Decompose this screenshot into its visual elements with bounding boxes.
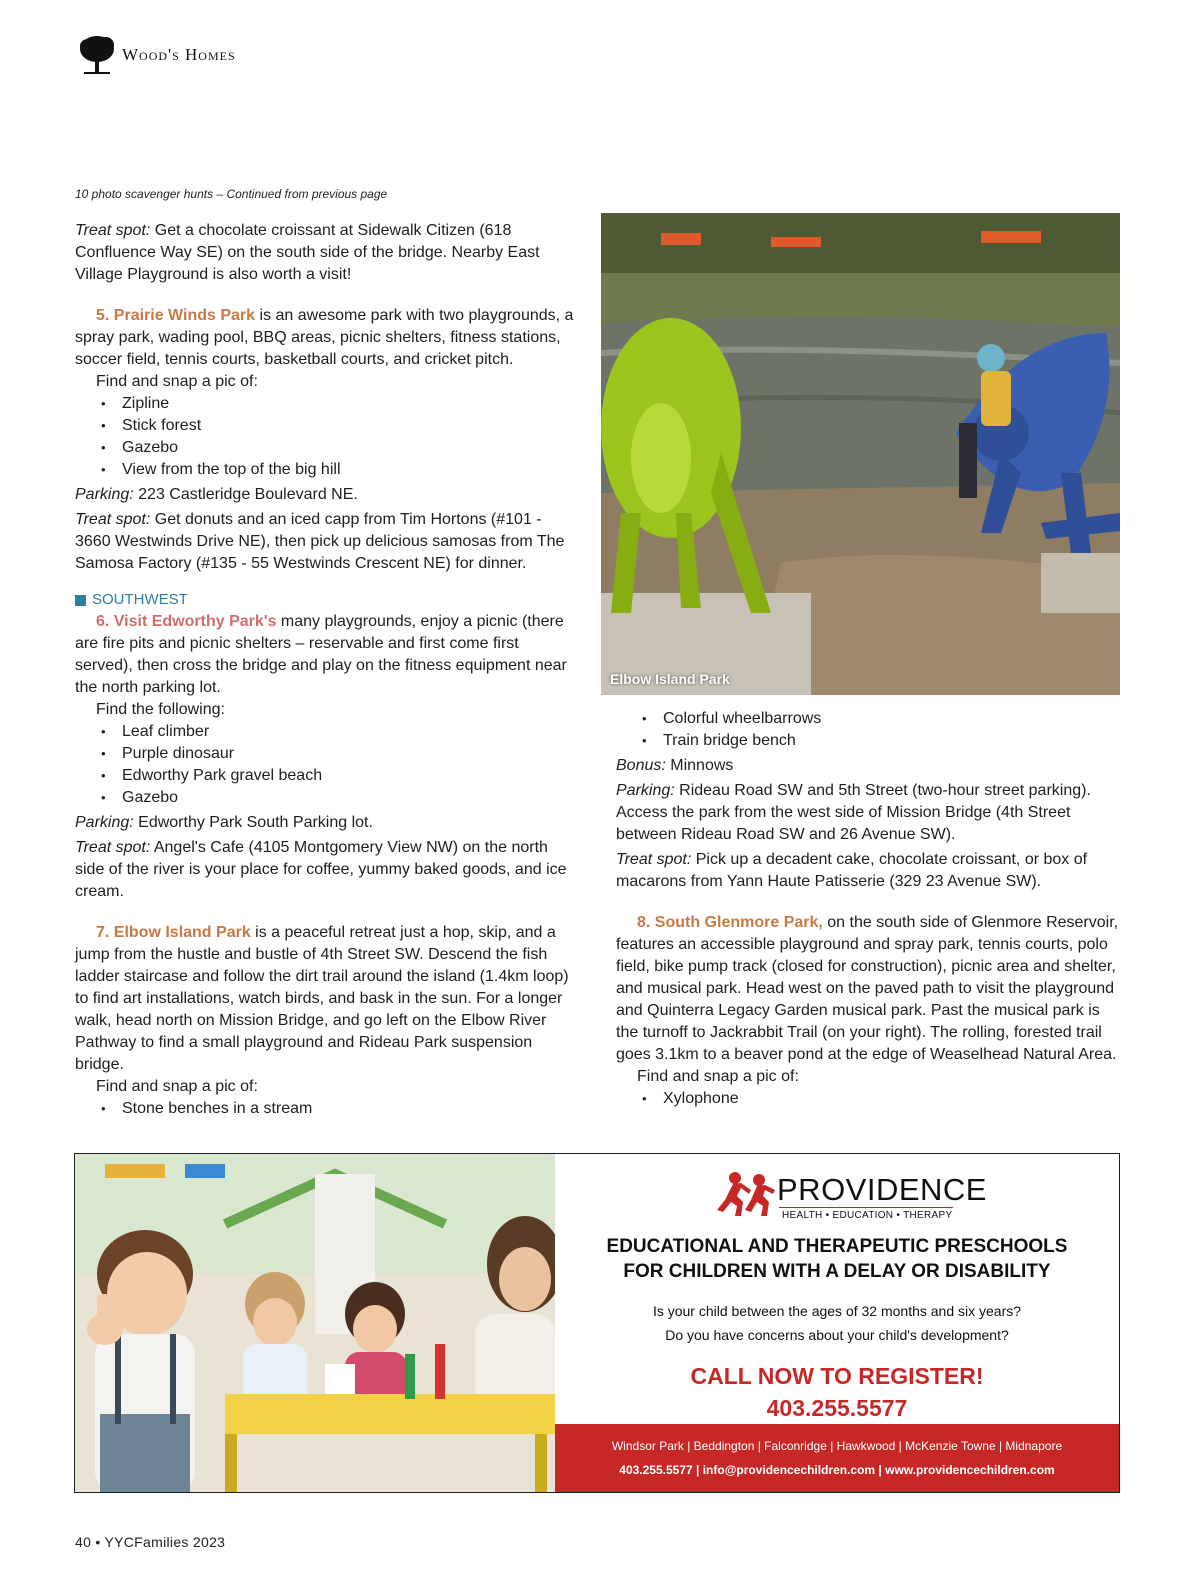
list-item: • Train bridge bench: [642, 730, 1126, 752]
park-5-title: 5. Prairie Winds Park: [96, 307, 256, 324]
tree-icon: [78, 34, 116, 76]
brand-name: Wood's Homes: [122, 45, 236, 64]
ad-phone[interactable]: 403.255.5577: [766, 1395, 908, 1421]
list-item: • Leaf climber: [101, 721, 580, 743]
continued-note: 10 photo scavenger hunts – Continued from previous page: [75, 187, 388, 201]
park-6-intro: 6. Visit Edworthy Park's many playgrounds, enjoy a picnic (there are fire pits and picnic shelters – reservable and first come first served), then cross the bridge and play on the fitness equipment near the north parking lot.: [75, 613, 567, 696]
brand-logo: [78, 34, 236, 76]
park-8-list: [616, 1088, 1126, 1110]
wheelbarrow-sculptures-image: [601, 213, 1120, 695]
park-8-title: 8. South Glenmore Park,: [637, 914, 823, 931]
park-5-parking: Parking: 223 Castleridge Boulevard NE.: [75, 486, 358, 503]
park-7-snap: Find and snap a pic of:: [96, 1078, 258, 1095]
ad-headline: EDUCATIONAL AND THERAPEUTIC PRESCHOOLS FOR CHILDREN WITH A DELAY OR DISABILITY: [606, 1236, 1068, 1282]
logo-underline: [779, 1207, 953, 1208]
park-7-list: [75, 1098, 580, 1120]
list-item: • Colorful wheelbarrows: [642, 708, 1126, 730]
running-children-icon: [715, 1170, 777, 1218]
left-column: [75, 220, 580, 1120]
list-item: • Gazebo: [101, 787, 580, 809]
preschool-children-image: [75, 1154, 555, 1492]
ad-call-to-action: CALL NOW TO REGISTER! 403.255.5577: [555, 1360, 1119, 1424]
ad-questions: Is your child between the ages of 32 months and six years? Do you have concerns about your child's development?: [652, 1303, 1022, 1343]
park-7-parking: Parking: Rideau Road SW and 5th Street (two-hour street parking). Access the park from the west side of Mission Bridge (4th Street between Rideau Road SW and 26 Avenue SW).: [616, 782, 1091, 843]
section-marker-icon: [75, 595, 86, 606]
park-6-title: 6. Visit Edworthy Park's: [96, 613, 277, 630]
providence-ad[interactable]: [74, 1153, 1120, 1493]
park-6-snap: Find the following:: [96, 701, 225, 718]
ad-content: [555, 1154, 1119, 1492]
park-7-title: 7. Elbow Island Park: [96, 924, 251, 941]
park-6-list: [75, 721, 580, 809]
elbow-island-photo: [601, 213, 1120, 695]
providence-brand: PROVIDENCE: [777, 1172, 987, 1207]
park-6-treat: Treat spot: Angel's Cafe (4105 Montgomery View NW) on the north side of the river is your place for coffee, yummy baked goods, and ice cream.: [75, 839, 567, 900]
section-southwest: SOUTHWEST: [75, 589, 580, 611]
list-item: • Zipline: [101, 393, 580, 415]
ad-locations: Windsor Park | Beddington | Falconridge | Hawkwood | McKenzie Towne | Midnapore: [611, 1439, 1063, 1453]
park-8-snap: Find and snap a pic of:: [637, 1068, 799, 1085]
park-5-snap: Find and snap a pic of:: [96, 373, 258, 390]
park-7-treat: Treat spot: Pick up a decadent cake, chocolate croissant, or box of macarons from Yann Haute Patisserie (329 23 Avenue SW).: [616, 851, 1088, 890]
list-item: • Gazebo: [101, 437, 580, 459]
list-item: • View from the top of the big hill: [101, 459, 580, 481]
park-7-bonus: Bonus: Minnows: [616, 757, 734, 774]
park-5-intro: 5. Prairie Winds Park is an awesome park with two playgrounds, a spray park, wading pool, BBQ areas, picnic shelters, fitness stations, soccer field, tennis courts, basketball courts, and cricket pitch.: [75, 307, 574, 368]
ad-contact[interactable]: 403.255.5577 | info@providencechildren.com | www.providencechildren.com: [619, 1463, 1055, 1477]
page-footer: 40 • YYCFamilies 2023: [75, 1534, 226, 1550]
list-item: • Edworthy Park gravel beach: [101, 765, 580, 787]
treat-spot-4: Treat spot: Get a chocolate croissant at Sidewalk Citizen (618 Confluence Way SE) on the south side of the bridge. Nearby East Village Playground is also worth a visit!: [75, 222, 540, 283]
ad-contact-bar: [555, 1424, 1119, 1492]
ad-photo: [75, 1154, 555, 1492]
park-5-treat: Treat spot: Get donuts and an iced capp from Tim Hortons (#101 - 3660 Westwinds Drive NE), then pick up delicious samosas from The Samosa Factory (#135 - 55 Westwinds Crescent NE) for dinner.: [75, 511, 565, 572]
photo-caption: Elbow Island Park: [610, 671, 730, 687]
park-7-list-continued: [616, 708, 1126, 752]
providence-logo: [715, 1170, 987, 1221]
park-8-intro: 8. South Glenmore Park, on the south side of Glenmore Reservoir, features an accessible playground and spray park, tennis courts, polo field, bike pump track (closed for construction), picnic area and shelter, and musical park. Head west on the paved path to visit the playground and Quinterra Legacy Garden musical park. Past the musical park is the turnoff to Jackrabbit Trail (on your right). The rolling, forested trail goes 3.1km to a beaver pond at the edge of Weaselhead Natural Area.: [616, 914, 1119, 1063]
list-item: • Purple dinosaur: [101, 743, 580, 765]
list-item: • Stick forest: [101, 415, 580, 437]
list-item: • Stone benches in a stream: [101, 1098, 580, 1120]
park-7-intro: 7. Elbow Island Park is a peaceful retreat just a hop, skip, and a jump from the hustle and bustle of 4th Street SW. Descend the fish ladder staircase and follow the dirt trail around the island (1.4km loop) to find art installations, watch birds, and bask in the sun. For a longer walk, head north on Mission Bridge, and go left on the Elbow River Pathway to find a small playground and Rideau Park suspension bridge.: [75, 924, 569, 1073]
providence-tagline: HEALTH • EDUCATION • THERAPY: [782, 1210, 953, 1221]
list-item: • Xylophone: [642, 1088, 1126, 1110]
park-5-list: [75, 393, 580, 481]
park-6-parking: Parking: Edworthy Park South Parking lot.: [75, 814, 373, 831]
right-column: [616, 708, 1126, 1110]
